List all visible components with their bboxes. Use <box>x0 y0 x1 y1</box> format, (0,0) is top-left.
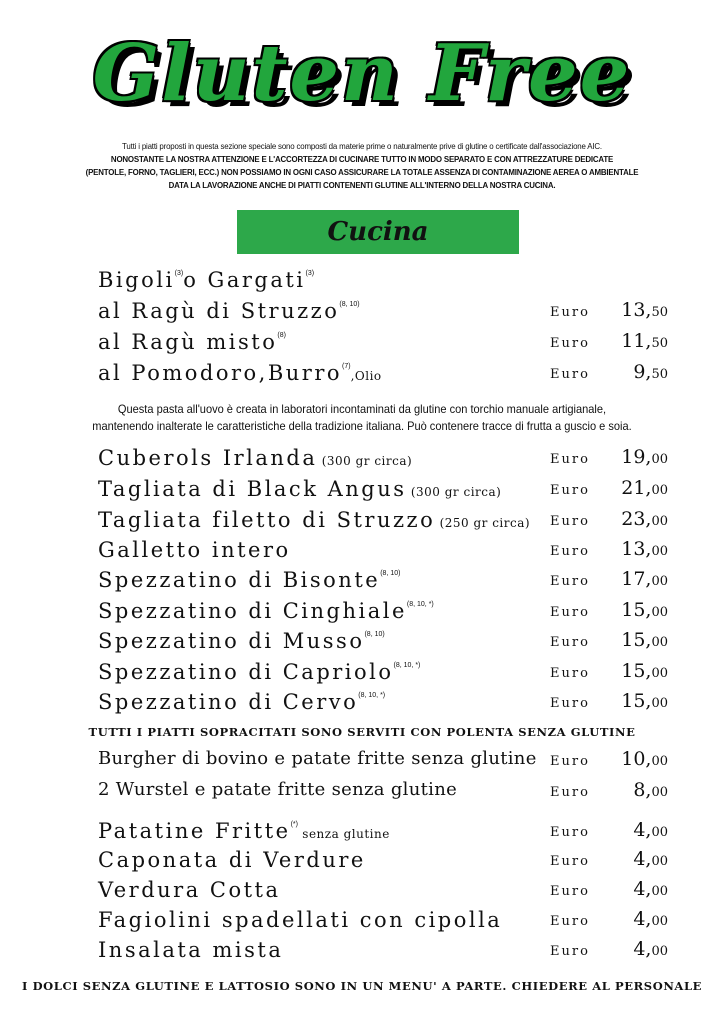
footer-note: I DOLCI SENZA GLUTINE E LATTOSIO SONO IN UN MENU' A PARTE. CHIEDERE AL PERSONALE <box>21 979 703 993</box>
item-price <box>621 568 668 590</box>
item-name: Caponata di Verdure <box>98 848 366 872</box>
price-cents: 50 <box>651 305 668 320</box>
price-int: 4, <box>633 848 652 870</box>
price-int: 9, <box>633 361 652 383</box>
menu-item <box>98 878 668 906</box>
item-name: Fagiolini spadellati con cipolla <box>98 908 503 932</box>
price-int: 15, <box>621 629 652 651</box>
menu-item <box>98 848 668 876</box>
menu-item <box>98 629 668 657</box>
menu-title: Gluten Free <box>92 28 632 119</box>
item-price <box>633 779 668 801</box>
item-name: Insalata mista <box>98 938 284 962</box>
item-name: Tagliata di Black Angus <box>98 477 407 501</box>
allergen-sup: (8, 10) <box>380 570 401 577</box>
item-name: Spezzatino di Musso <box>98 629 365 653</box>
item-name: Patatine Fritte <box>98 819 291 843</box>
section-title: Cucina <box>327 217 429 247</box>
item-price <box>621 748 668 770</box>
item-price <box>621 599 668 621</box>
price-int: 15, <box>621 690 652 712</box>
item-name: Spezzatino di Capriolo <box>98 660 394 684</box>
item-price <box>633 908 668 930</box>
item-price <box>621 538 668 560</box>
item-price <box>621 299 668 321</box>
currency-label: Euro <box>550 605 590 620</box>
menu-item <box>98 508 668 536</box>
price-int: 17, <box>621 568 652 590</box>
item-note: (300 gr circa) <box>317 454 413 468</box>
price-int: 15, <box>621 599 652 621</box>
price-cents: 00 <box>651 544 668 559</box>
allergen-sup: (8, 10, *) <box>358 692 386 699</box>
currency-label: Euro <box>550 336 590 351</box>
item-name: Verdura Cotta <box>98 878 281 902</box>
menu-item <box>98 299 668 327</box>
currency-label: Euro <box>550 785 590 800</box>
item-note: (250 gr circa) <box>435 516 531 530</box>
allergen-sup: (8) <box>277 332 286 339</box>
price-int: 4, <box>633 878 652 900</box>
menu-item <box>98 908 668 936</box>
price-cents: 00 <box>651 605 668 620</box>
currency-label: Euro <box>550 825 590 840</box>
pasta-header <box>98 268 668 296</box>
price-cents: 00 <box>651 944 668 959</box>
allergen-sup: (3) <box>174 270 184 277</box>
item-price <box>621 690 668 712</box>
price-cents: 00 <box>651 483 668 498</box>
item-price <box>633 361 668 383</box>
price-cents: 00 <box>651 884 668 899</box>
currency-label: Euro <box>550 367 590 382</box>
menu-item <box>98 599 668 627</box>
menu-item <box>98 938 668 966</box>
price-int: 13, <box>621 299 652 321</box>
section-banner <box>237 210 519 254</box>
price-int: 4, <box>633 819 652 841</box>
menu-item <box>98 690 668 718</box>
price-cents: 50 <box>651 367 668 382</box>
item-price <box>633 938 668 960</box>
price-int: 23, <box>621 508 652 530</box>
item-name: Spezzatino di Bisonte <box>98 568 381 592</box>
pasta-name: o Gargati <box>183 268 306 292</box>
item-price <box>621 330 668 352</box>
allergen-sup: (8, 10, *) <box>393 662 421 669</box>
item-name: Spezzatino di Cervo <box>98 690 359 714</box>
price-int: 19, <box>621 446 652 468</box>
item-name: Galletto intero <box>98 538 291 562</box>
item-name: al Pomodoro,Burro <box>98 361 343 385</box>
price-cents: 00 <box>651 914 668 929</box>
item-price <box>621 629 668 651</box>
price-int: 13, <box>621 538 652 560</box>
currency-label: Euro <box>550 514 590 529</box>
allergen-sup: (3) <box>305 270 315 277</box>
menu-item <box>98 330 668 358</box>
currency-label: Euro <box>550 483 590 498</box>
currency-label: Euro <box>550 754 590 769</box>
price-int: 10, <box>621 748 652 770</box>
menu-item <box>98 361 668 389</box>
allergen-sup: (8, 10) <box>364 631 385 638</box>
price-cents: 00 <box>651 696 668 711</box>
price-cents: 00 <box>651 574 668 589</box>
currency-label: Euro <box>550 666 590 681</box>
intro-line: Tutti i piatti proposti in questa sezione speciale sono composti da materie prime o naturalmente prive di glutine o certificate dall'associazione AIC. <box>122 141 602 151</box>
menu-item <box>98 538 668 566</box>
menu-item <box>98 660 668 688</box>
item-name: al Ragù di Struzzo <box>98 299 340 323</box>
menu-item <box>98 779 668 807</box>
price-cents: 00 <box>651 854 668 869</box>
price-int: 4, <box>633 938 652 960</box>
pasta-note <box>84 401 640 435</box>
price-cents: 00 <box>651 635 668 650</box>
item-note: (300 gr circa) <box>406 485 502 499</box>
item-note: senza glutine <box>297 827 390 841</box>
item-name: al Ragù misto <box>98 330 278 354</box>
menu-item <box>98 748 668 776</box>
currency-label: Euro <box>550 884 590 899</box>
pasta-note-line: mantenendo inalterate le caratteristiche della tradizione italiana. Può contenere tracce di frutta a guscio e soia. <box>92 419 632 433</box>
allergen-sup: (*) <box>290 821 298 828</box>
intro-warning: DATA LA LAVORAZIONE ANCHE DI PIATTI CONTENENTI GLUTINE ALL'INTERNO DELLA NOSTRA CUCINA. <box>168 180 556 190</box>
polenta-note: TUTTI I PIATTI SOPRACITATI SONO SERVITI CON POLENTA SENZA GLUTINE <box>88 725 636 739</box>
menu-item <box>98 446 668 474</box>
item-name: Spezzatino di Cinghiale <box>98 599 407 623</box>
item-price <box>633 848 668 870</box>
item-name: Cuberols Irlanda <box>98 446 318 470</box>
intro-warning: (PENTOLE, FORNO, TAGLIERI, ECC.) NON POSSIAMO IN OGNI CASO ASSICURARE LA TOTALE ASSENZA DI CONTAMINAZIONE AEREA O AMBIENTALE <box>85 167 639 177</box>
currency-label: Euro <box>550 635 590 650</box>
item-price <box>633 819 668 841</box>
price-cents: 00 <box>651 754 668 769</box>
item-price <box>633 878 668 900</box>
intro-text <box>84 140 640 192</box>
currency-label: Euro <box>550 914 590 929</box>
pasta-note-line: Questa pasta all'uovo è creata in laboratori incontaminati da glutine con torchio manuale artigianale, <box>117 402 607 416</box>
price-cents: 00 <box>651 666 668 681</box>
menu-item <box>98 819 668 847</box>
item-price <box>621 508 668 530</box>
menu-item <box>98 568 668 596</box>
price-cents: 00 <box>651 785 668 800</box>
allergen-sup: (8, 10) <box>339 301 360 308</box>
price-int: 11, <box>621 330 652 352</box>
item-price <box>621 446 668 468</box>
item-name: Burgher di bovino e patate fritte senza glutine <box>98 748 537 769</box>
currency-label: Euro <box>550 544 590 559</box>
currency-label: Euro <box>550 854 590 869</box>
price-int: 21, <box>621 477 652 499</box>
currency-label: Euro <box>550 696 590 711</box>
currency-label: Euro <box>550 574 590 589</box>
intro-warning: NONOSTANTE LA NOSTRA ATTENZIONE E L'ACCORTEZZA DI CUCINARE TUTTO IN MODO SEPARATO E CON ATTREZZATURE DEDICATE <box>110 154 614 164</box>
currency-label: Euro <box>550 305 590 320</box>
currency-label: Euro <box>550 452 590 467</box>
price-int: 15, <box>621 660 652 682</box>
price-cents: 00 <box>651 514 668 529</box>
item-name: 2 Wurstel e patate fritte senza glutine <box>98 779 458 800</box>
pasta-name: Bigoli <box>98 268 175 292</box>
item-price <box>621 660 668 682</box>
price-cents: 00 <box>651 825 668 840</box>
price-int: 4, <box>633 908 652 930</box>
price-int: 8, <box>633 779 652 801</box>
allergen-sup: (8, 10, *) <box>406 601 434 608</box>
price-cents: 50 <box>651 336 668 351</box>
item-price <box>621 477 668 499</box>
item-note: ,Olio <box>350 369 382 383</box>
item-name: Tagliata filetto di Struzzo <box>98 508 436 532</box>
menu-item <box>98 477 668 505</box>
price-cents: 00 <box>651 452 668 467</box>
currency-label: Euro <box>550 944 590 959</box>
allergen-sup: (7) <box>342 363 351 370</box>
